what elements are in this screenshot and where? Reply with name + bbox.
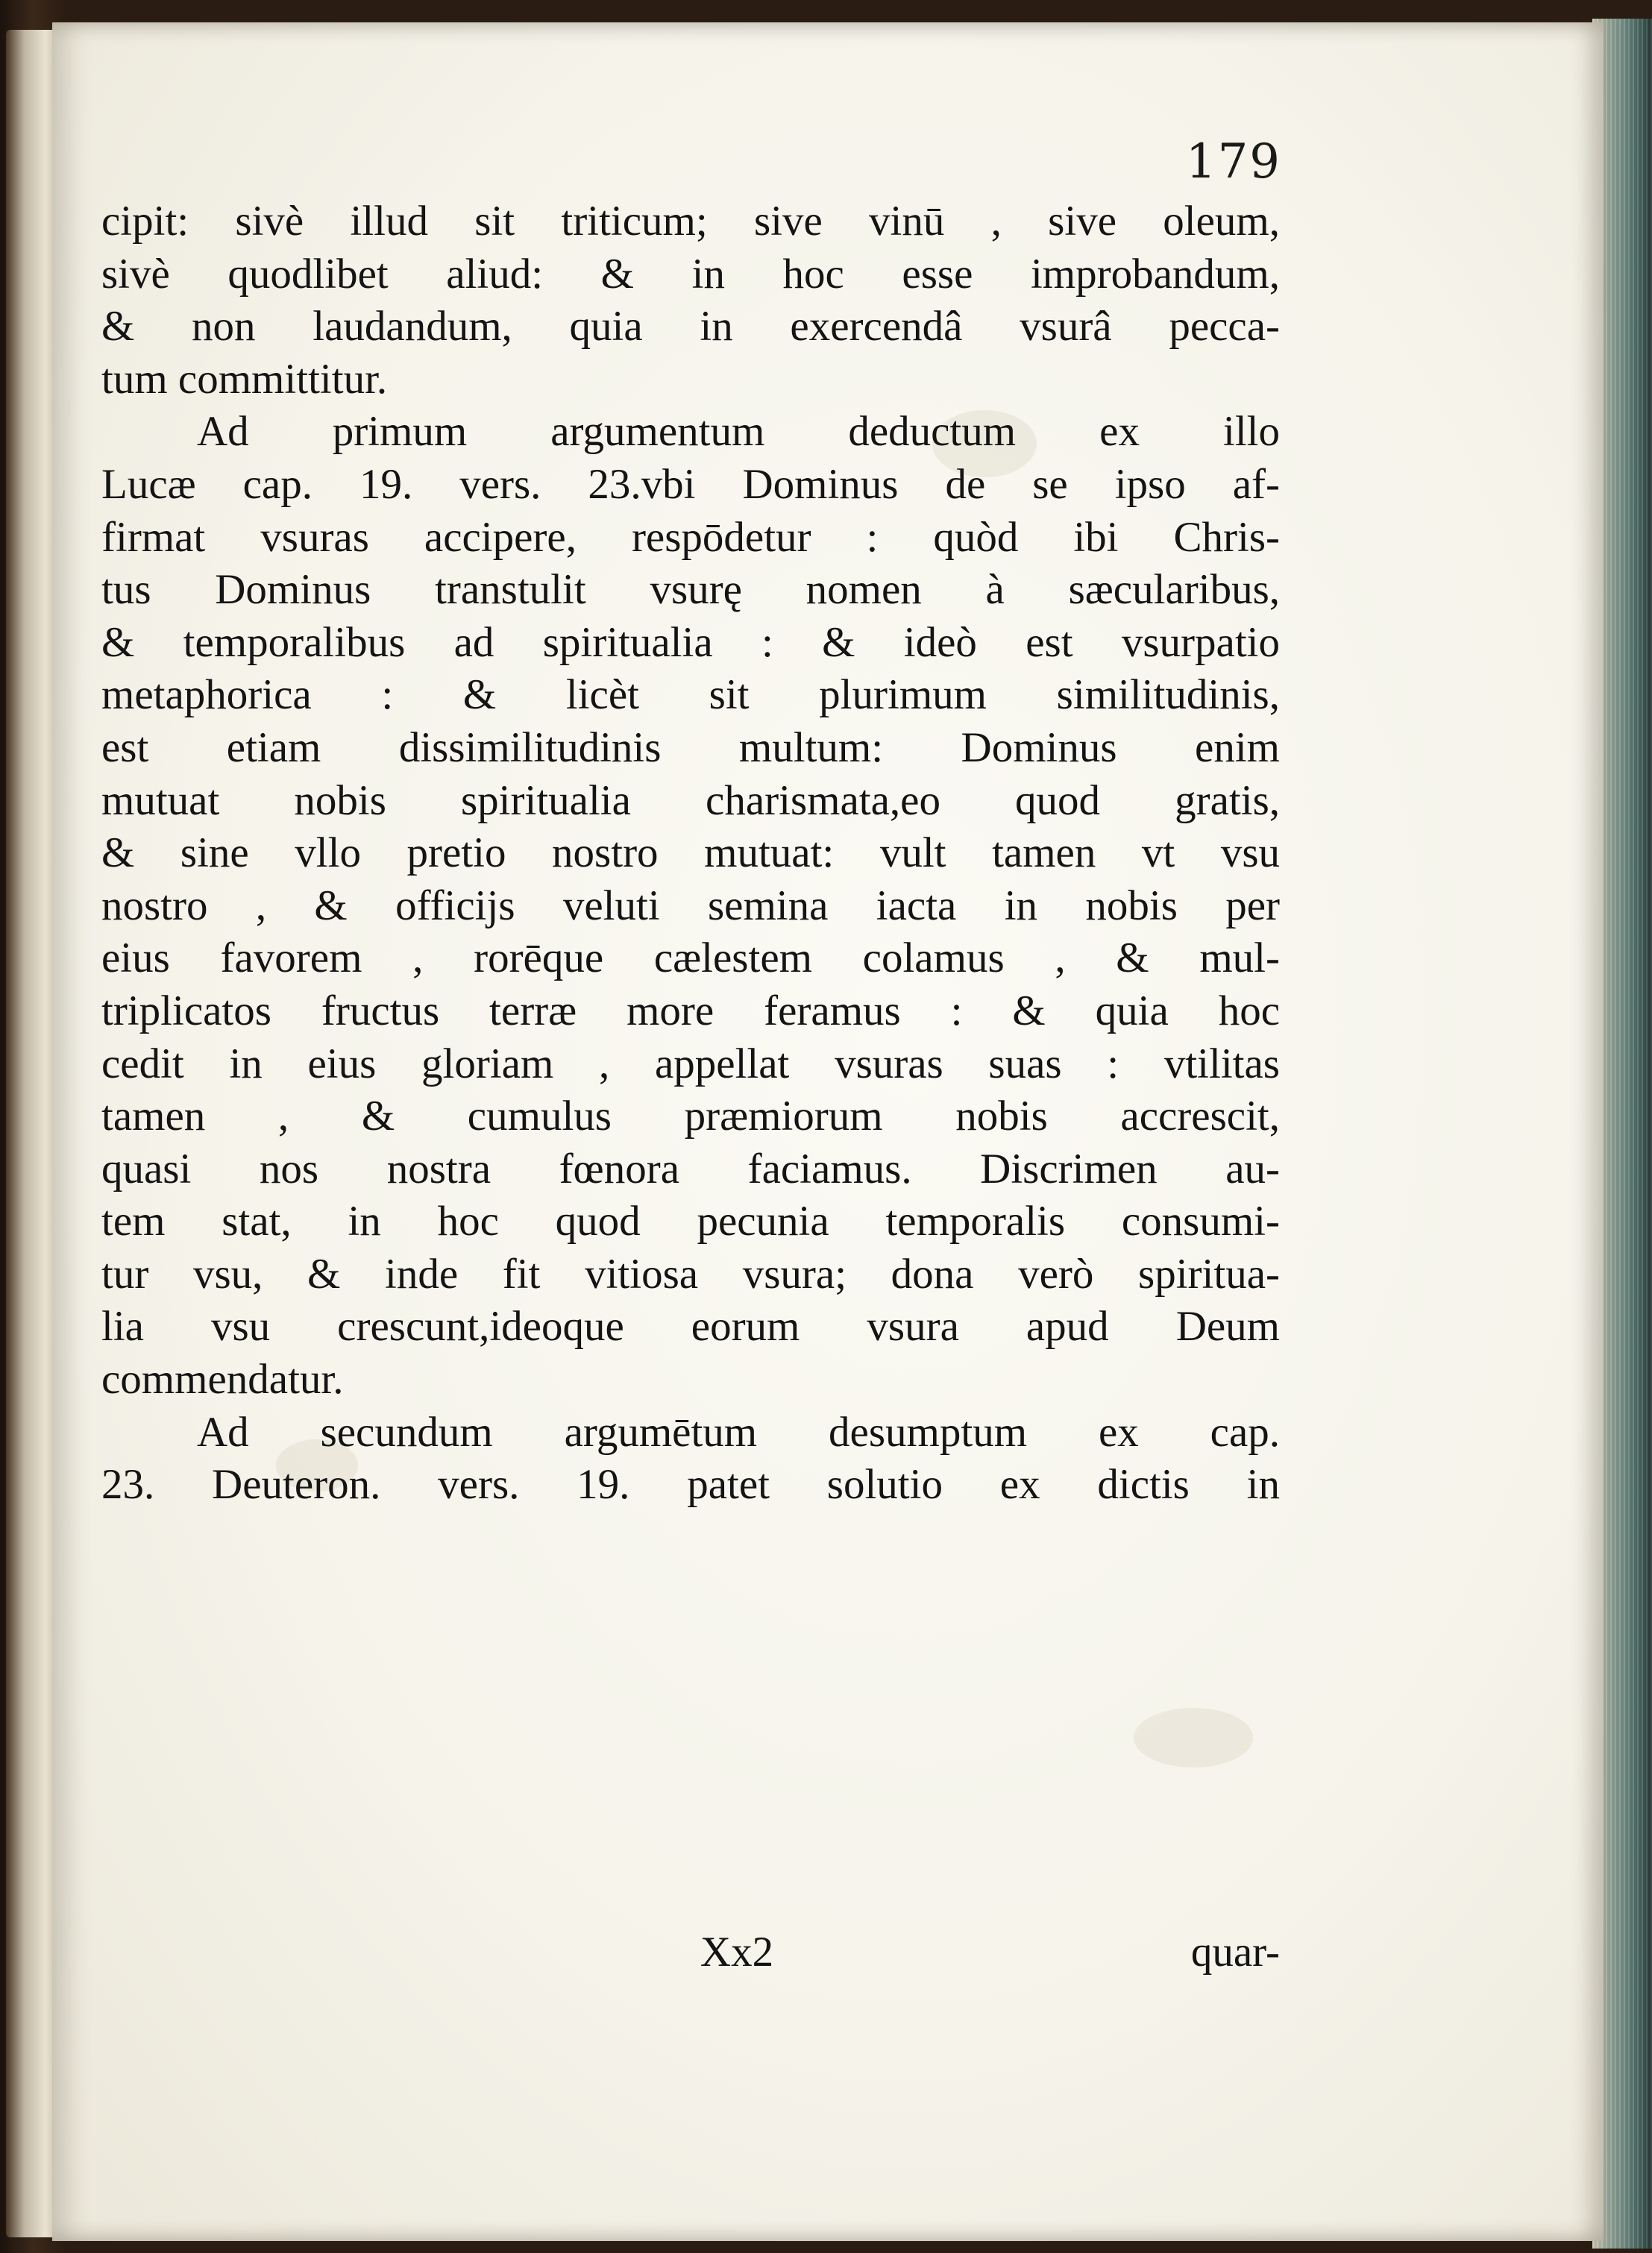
text-line: mutuat nobis spiritualia charismata,eo quod gratis, bbox=[101, 776, 1280, 824]
text-line: quasi nos nostra fœnora faciamus. Discrimen au- bbox=[101, 1145, 1280, 1193]
body-text bbox=[101, 195, 1280, 1512]
text-line: commendatur. bbox=[101, 1356, 344, 1404]
text-line: sivè quodlibet aliud: & in hoc esse improbandum, bbox=[101, 250, 1280, 298]
paper-stain bbox=[1134, 1708, 1253, 1767]
text-line: tamen , & cumulus præmiorum nobis accrescit, bbox=[101, 1093, 1280, 1140]
page-number: 179 bbox=[1185, 134, 1281, 189]
text-line: triplicatos fructus terræ more feramus : & quia hoc bbox=[101, 987, 1280, 1034]
catchword: quar- bbox=[1190, 1929, 1280, 1976]
text-line: est etiam dissimilitudinis multum: Dominus enim bbox=[101, 723, 1280, 771]
book-page bbox=[52, 22, 1604, 2241]
text-line: & sine vllo pretio nostro mutuat: vult tamen vt vsu bbox=[101, 829, 1280, 877]
text-line: cedit in eius gloriam , appellat vsuras suas : vtilitas bbox=[101, 1040, 1280, 1087]
paragraph-start-line: Ad secundum argumētum desumptum ex cap. bbox=[197, 1408, 1280, 1456]
text-line: tus Dominus transtulit vsurę nomen à sæcularibus, bbox=[101, 566, 1280, 614]
paragraph-start-line: Ad primum argumentum deductum ex illo bbox=[197, 408, 1280, 456]
page-footer bbox=[101, 1928, 1280, 1988]
text-line: tum committitur. bbox=[101, 355, 388, 403]
text-line: & temporalibus ad spiritualia : & ideò est vsurpatio bbox=[101, 618, 1280, 666]
text-line: firmat vsuras accipere, respōdetur : quòd ibi Chris- bbox=[101, 513, 1280, 561]
signature-mark: Xx2 bbox=[700, 1929, 774, 1976]
text-line: Lucæ cap. 19. vers. 23.vbi Dominus de se ipso af- bbox=[101, 460, 1280, 508]
text-line: metaphorica : & licèt sit plurimum similitudinis, bbox=[101, 671, 1280, 719]
text-line: tem stat, in hoc quod pecunia temporalis consumi- bbox=[101, 1198, 1280, 1245]
text-line: tur vsu, & inde fit vitiosa vsura; dona verò spiritua- bbox=[101, 1250, 1280, 1298]
text-line: cipit: sivè illud sit triticum; sive vinū , sive oleum, bbox=[101, 198, 1280, 245]
previous-page-edge bbox=[6, 30, 52, 2237]
text-line: lia vsu crescunt,ideoque eorum vsura apud Deum bbox=[101, 1303, 1280, 1351]
text-line: 23. Deuteron. vers. 19. patet solutio ex dictis in bbox=[101, 1461, 1280, 1509]
text-line: eius favorem , rorēque cælestem colamus , & mul- bbox=[101, 934, 1280, 982]
text-line: & non laudandum, quia in exercendâ vsurâ pecca- bbox=[101, 303, 1280, 351]
text-line: nostro , & officijs veluti semina iacta in nobis per bbox=[101, 882, 1280, 929]
